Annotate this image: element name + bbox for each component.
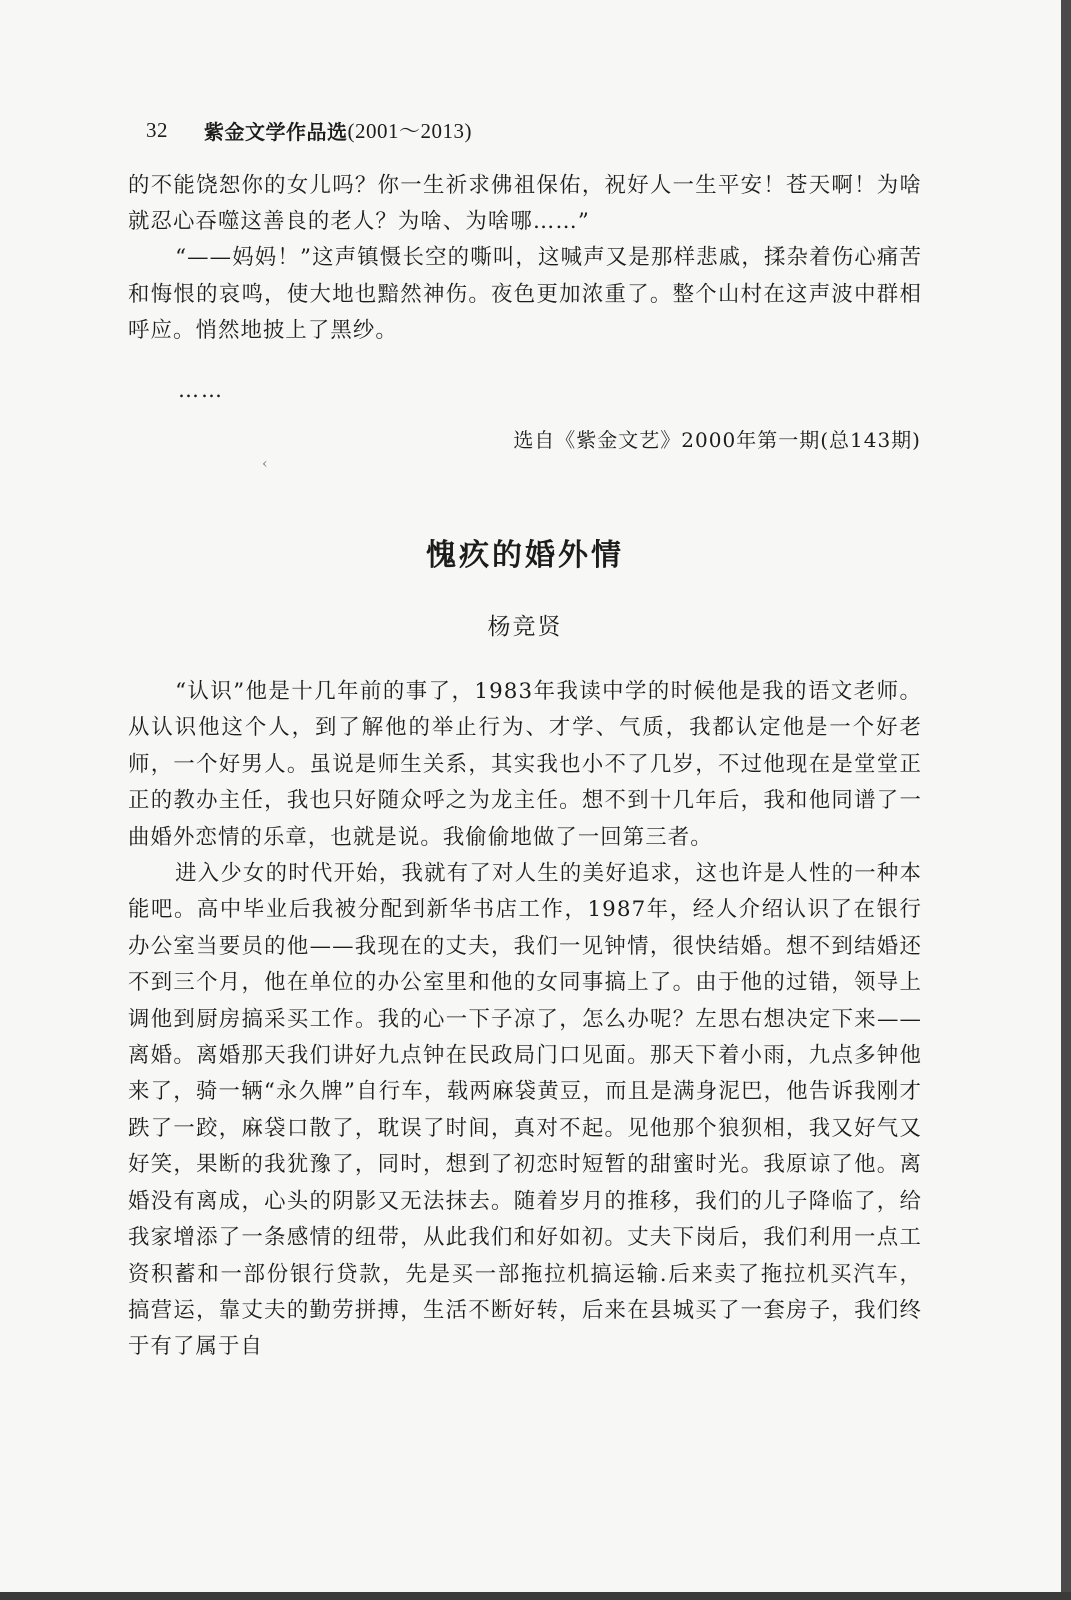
book-years: (2001～2013) [347, 119, 472, 143]
ellipsis: …… [178, 378, 224, 402]
scan-mark: ‹ [262, 456, 268, 472]
article-title: 愧疚的婚外情 [426, 538, 624, 573]
previous-paragraph-1: 的不能饶恕你的女儿吗？你一生祈求佛祖保佑，祝好人一生平安！苍天啊！为啥就忍心吞噬这善良的老人？为啥、为啥哪……” [128, 173, 922, 235]
article-paragraph-1: “认识”他是十几年前的事了，1983年我读中学的时候他是我的语文老师。从认识他这个人，到了解他的举止行为、才学、气质，我都认定他是一个好老师，一个好男人。虽说是师生关系，其实我也小不了几岁，不过他现在是堂堂正正的教办主任，我也只好随众呼之为龙主任。想不到十几年后，我和他同谱了一曲婚外恋情的乐章，也就是说。我偷偷地做了一回第三者。 [128, 679, 922, 850]
article-author: 杨竞贤 [487, 614, 563, 640]
previous-paragraph-2: “——妈妈！”这声镇慑长空的嘶叫，这喊声又是那样悲戚，揉杂着伤心痛苦和悔恨的哀鸣，使大地也黯然神伤。夜色更加浓重了。整个山村在这声波中群相呼应。悄然地披上了黑纱。 [128, 245, 922, 343]
previous-piece-text [128, 168, 922, 349]
running-header [146, 112, 472, 148]
scan-edge-bottom [0, 1592, 1071, 1600]
article-body [128, 674, 922, 1366]
book-title: 紫金文学作品选 [204, 119, 348, 144]
source-citation: 选自《紫金文艺》2000年第一期(总143期) [513, 428, 921, 452]
article-paragraph-2: 进入少女的时代开始，我就有了对人生的美好追求，这也许是人性的一种本能吧。高中毕业后我被分配到新华书店工作，1987年，经人介绍认识了在银行办公室当要员的他——我现在的丈夫，我们一见钟情，很快结婚。想不到结婚还不到三个月，他在单位的办公室里和他的女同事搞上了。由于他的过错，领导上调他到厨房搞采买工作。我的心一下子凉了，怎么办呢？左思右想决定下来——离婚。离婚那天我们讲好九点钟在民政局门口见面。那天下着小雨，九点多钟他来了，骑一辆“永久牌”自行车，载两麻袋黄豆，而且是满身泥巴，他告诉我刚才跌了一跤，麻袋口散了，耽误了时间，真对不起。见他那个狼狈相，我又好气又好笑，果断的我犹豫了，同时，想到了初恋时短暂的甜蜜时光。我原谅了他。离婚没有离成，心头的阴影又无法抹去。随着岁月的推移，我们的儿子降临了，给我家增添了一条感情的纽带，从此我们和好如初。丈夫下岗后，我们利用一点工资积蓄和一部份银行贷款，先是买一部拖拉机搞运输.后来卖了拖拉机买汽车，搞营运，靠丈夫的勤劳拼搏，生活不断好转，后来在县城买了一套房子，我们终于有了属于自 [128, 861, 922, 1360]
scan-edge-right [1061, 0, 1071, 1600]
page-number: 32 [146, 117, 168, 142]
